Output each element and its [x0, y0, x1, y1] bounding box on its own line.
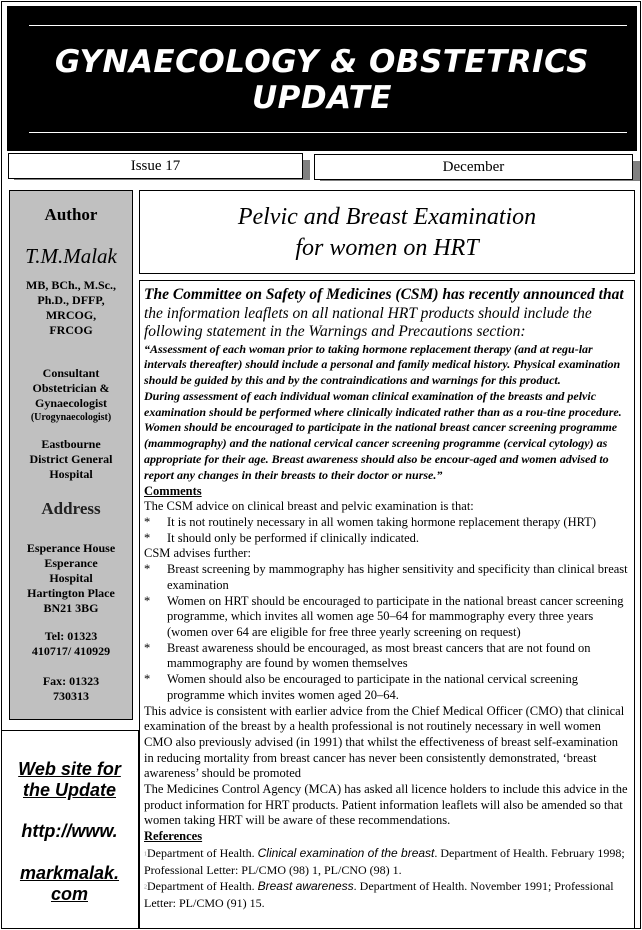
qualification-line: MRCOG,: [45, 308, 97, 322]
references-heading: References: [144, 829, 203, 844]
bullet-marker: *: [144, 640, 151, 655]
reference-item: [144, 878, 630, 911]
author-role: [10, 366, 132, 424]
bullet-marker: *: [144, 593, 151, 608]
bullet-item: [144, 531, 630, 547]
hospital-line: District General: [29, 452, 113, 466]
author-hospital: [10, 437, 132, 482]
role-line: Gynaecologist: [35, 396, 107, 410]
quote-paragraph: During assessment of each individual woman clinical examination of the breasts and pelvic examination should be performed where clinically indicated rather than as a rou-tine procedure.: [144, 388, 622, 419]
role-line: Obstetrician &: [32, 381, 110, 395]
fax: [10, 674, 132, 704]
bullet-text: It should only be performed if clinically indicated.: [167, 530, 420, 545]
fax-line: 730313: [53, 689, 89, 703]
bullet-text: Breast awareness should be encouraged, as most breast cancers that are not found on mammography are found by women themselves: [167, 640, 591, 671]
quote-paragraph: Women should be encouraged to participate in the national breast cancer screening programme (mammography) and the national cervical cancer screening programme (cervical cytology) as appropriate for their age. Breast awareness should also be encour-aged and women advised to report any changes in their breasts to their doctor or nurse.”: [144, 420, 618, 482]
address-line: Hartington Place: [27, 586, 115, 600]
comments-heading: Comments: [144, 483, 202, 498]
address-heading: Address: [41, 499, 101, 518]
role-line: Consultant: [42, 366, 100, 380]
article-title-line1: Pelvic and Breast Examination: [237, 204, 537, 230]
author-qualifications: [10, 278, 132, 338]
website-heading-line2: the Update: [22, 780, 116, 800]
qualification-line: FRCOG: [49, 323, 93, 337]
website-url-line2[interactable]: markmalak.: [19, 863, 120, 883]
article-title-line2: for women on HRT: [295, 235, 479, 261]
lead-paragraph: [144, 286, 630, 342]
reference-after: . Department of Health. November 1991; Professional Letter: PL/CMO (91) 15.: [144, 879, 614, 911]
quote-paragraph: “Assessment of each woman prior to taking hormone replacement therapy (and at regu-lar intervals thereafter) should include a personal and family medical history. Physical examination should be guided by this and by the contraindications and warnings for this product.: [144, 341, 621, 388]
reference-number: 2: [144, 884, 147, 891]
article-content: [144, 286, 630, 911]
hospital-line: Eastbourne: [41, 437, 101, 451]
reference-number: 1: [144, 851, 147, 858]
tel-line: Tel: 01323: [44, 629, 98, 643]
author-sidebar: [9, 190, 133, 720]
masthead-bottom-rule: [29, 132, 627, 133]
website-url-prefix[interactable]: http://www.: [21, 821, 118, 841]
qualification-line: Ph.D., DFFP,: [37, 293, 105, 307]
masthead-top-rule: [29, 25, 627, 26]
role-note: (Urogynaecologist): [30, 412, 112, 423]
bullet-marker: *: [144, 672, 151, 687]
address-line: Hospital: [49, 571, 93, 585]
date-box: [314, 154, 633, 180]
bullet-item: [144, 672, 630, 703]
lead-bold: The Committee on Safety of Medicines (CSM) has recently announced that: [144, 286, 624, 303]
reference-title: Breast awareness: [257, 879, 354, 894]
website-heading-line1: Web site for: [18, 759, 121, 779]
bullet-marker: *: [144, 562, 151, 577]
masthead-title-line2: UPDATE: [252, 80, 392, 116]
bullet-item: [144, 641, 630, 672]
hospital-line: Hospital: [49, 467, 93, 481]
tel-line: 410717/ 410929: [31, 644, 111, 658]
address-line: Esperance: [44, 556, 98, 570]
author-name: T.M.Malak: [25, 244, 117, 268]
issue-box: [8, 153, 303, 179]
reference-title: Clinical examination of the breast: [257, 845, 435, 860]
reference-after: . Department of Health. February 1998; Professional Letter: PL/CMO (98) 1, PL/CNO (98) 1.: [144, 845, 625, 878]
issue-label: Issue 17: [130, 158, 181, 174]
date-label: December: [442, 159, 505, 175]
website-heading: [1, 759, 138, 801]
bullet-text: Breast screening by mammography has higher sensitivity and specificity than clinical breast examination: [167, 562, 628, 592]
address: [10, 541, 132, 616]
website-url-link[interactable]: [1, 863, 138, 905]
comments-intro: The CSM advice on clinical breast and pelvic examination is that:: [144, 499, 474, 514]
mca-paragraph: The Medicines Control Agency (MCA) has asked all licence holders to include this advice in the product information for HRT products. Patient information leaflets will also be amended so that women taking HRT will be aware of these recommendations.: [144, 782, 628, 828]
reference-before: Department of Health.: [147, 879, 258, 894]
website-box: [1, 730, 139, 929]
fax-line: Fax: 01323: [42, 674, 100, 688]
masthead-title: [7, 44, 637, 116]
bullet-marker: *: [144, 530, 151, 545]
further-intro: CSM advises further:: [144, 546, 251, 561]
bullet-text: Women should also be encouraged to participate in the national cervical screening programme which invites women aged 20–64.: [167, 672, 578, 702]
article-title-box: [139, 190, 635, 274]
author-heading: Author: [44, 205, 98, 224]
bullet-marker: *: [144, 515, 151, 530]
address-line: BN21 3BG: [43, 601, 99, 615]
bullet-text: It is not routinely necessary in all women taking hormone replacement therapy (HRT): [167, 515, 596, 530]
website-url-line3[interactable]: com: [50, 884, 88, 904]
masthead: [7, 6, 637, 151]
masthead-title-line1: GYNAECOLOGY & OBSTETRICS: [54, 44, 590, 80]
address-line: Esperance House: [26, 541, 116, 555]
telephone: [10, 629, 132, 659]
bullet-text: Women on HRT should be encouraged to participate in the national breast cancer screening programme, which invites all women age 50–64 for mammography every three years (women over 64 are eligible for free three yearly screening on request): [167, 593, 624, 639]
article-title: [140, 202, 634, 264]
cmo-paragraph: This advice is consistent with earlier advice from the Chief Medical Officer (CMO) that clinical examination of the breast by a health professional is not routinely necessary in well women CMO also previously advised (in 1991) that whilst the effectiveness of breast self-examination in reducing mortality from breast cancer has never been consistently demonstrated, ‘breast awareness’ should be promoted: [144, 703, 625, 781]
article-body-box: [139, 280, 635, 929]
bullet-item: [144, 562, 630, 593]
qualification-line: MB, BCh., M.Sc.,: [26, 278, 116, 292]
lead-rest: the information leaflets on all national HRT products should include the following statement in the Warnings and Precautions section:: [144, 304, 592, 340]
bullet-item: [144, 515, 630, 531]
reference-item: [144, 845, 630, 878]
bullet-item: [144, 594, 630, 641]
reference-before: Department of Health.: [147, 845, 258, 860]
